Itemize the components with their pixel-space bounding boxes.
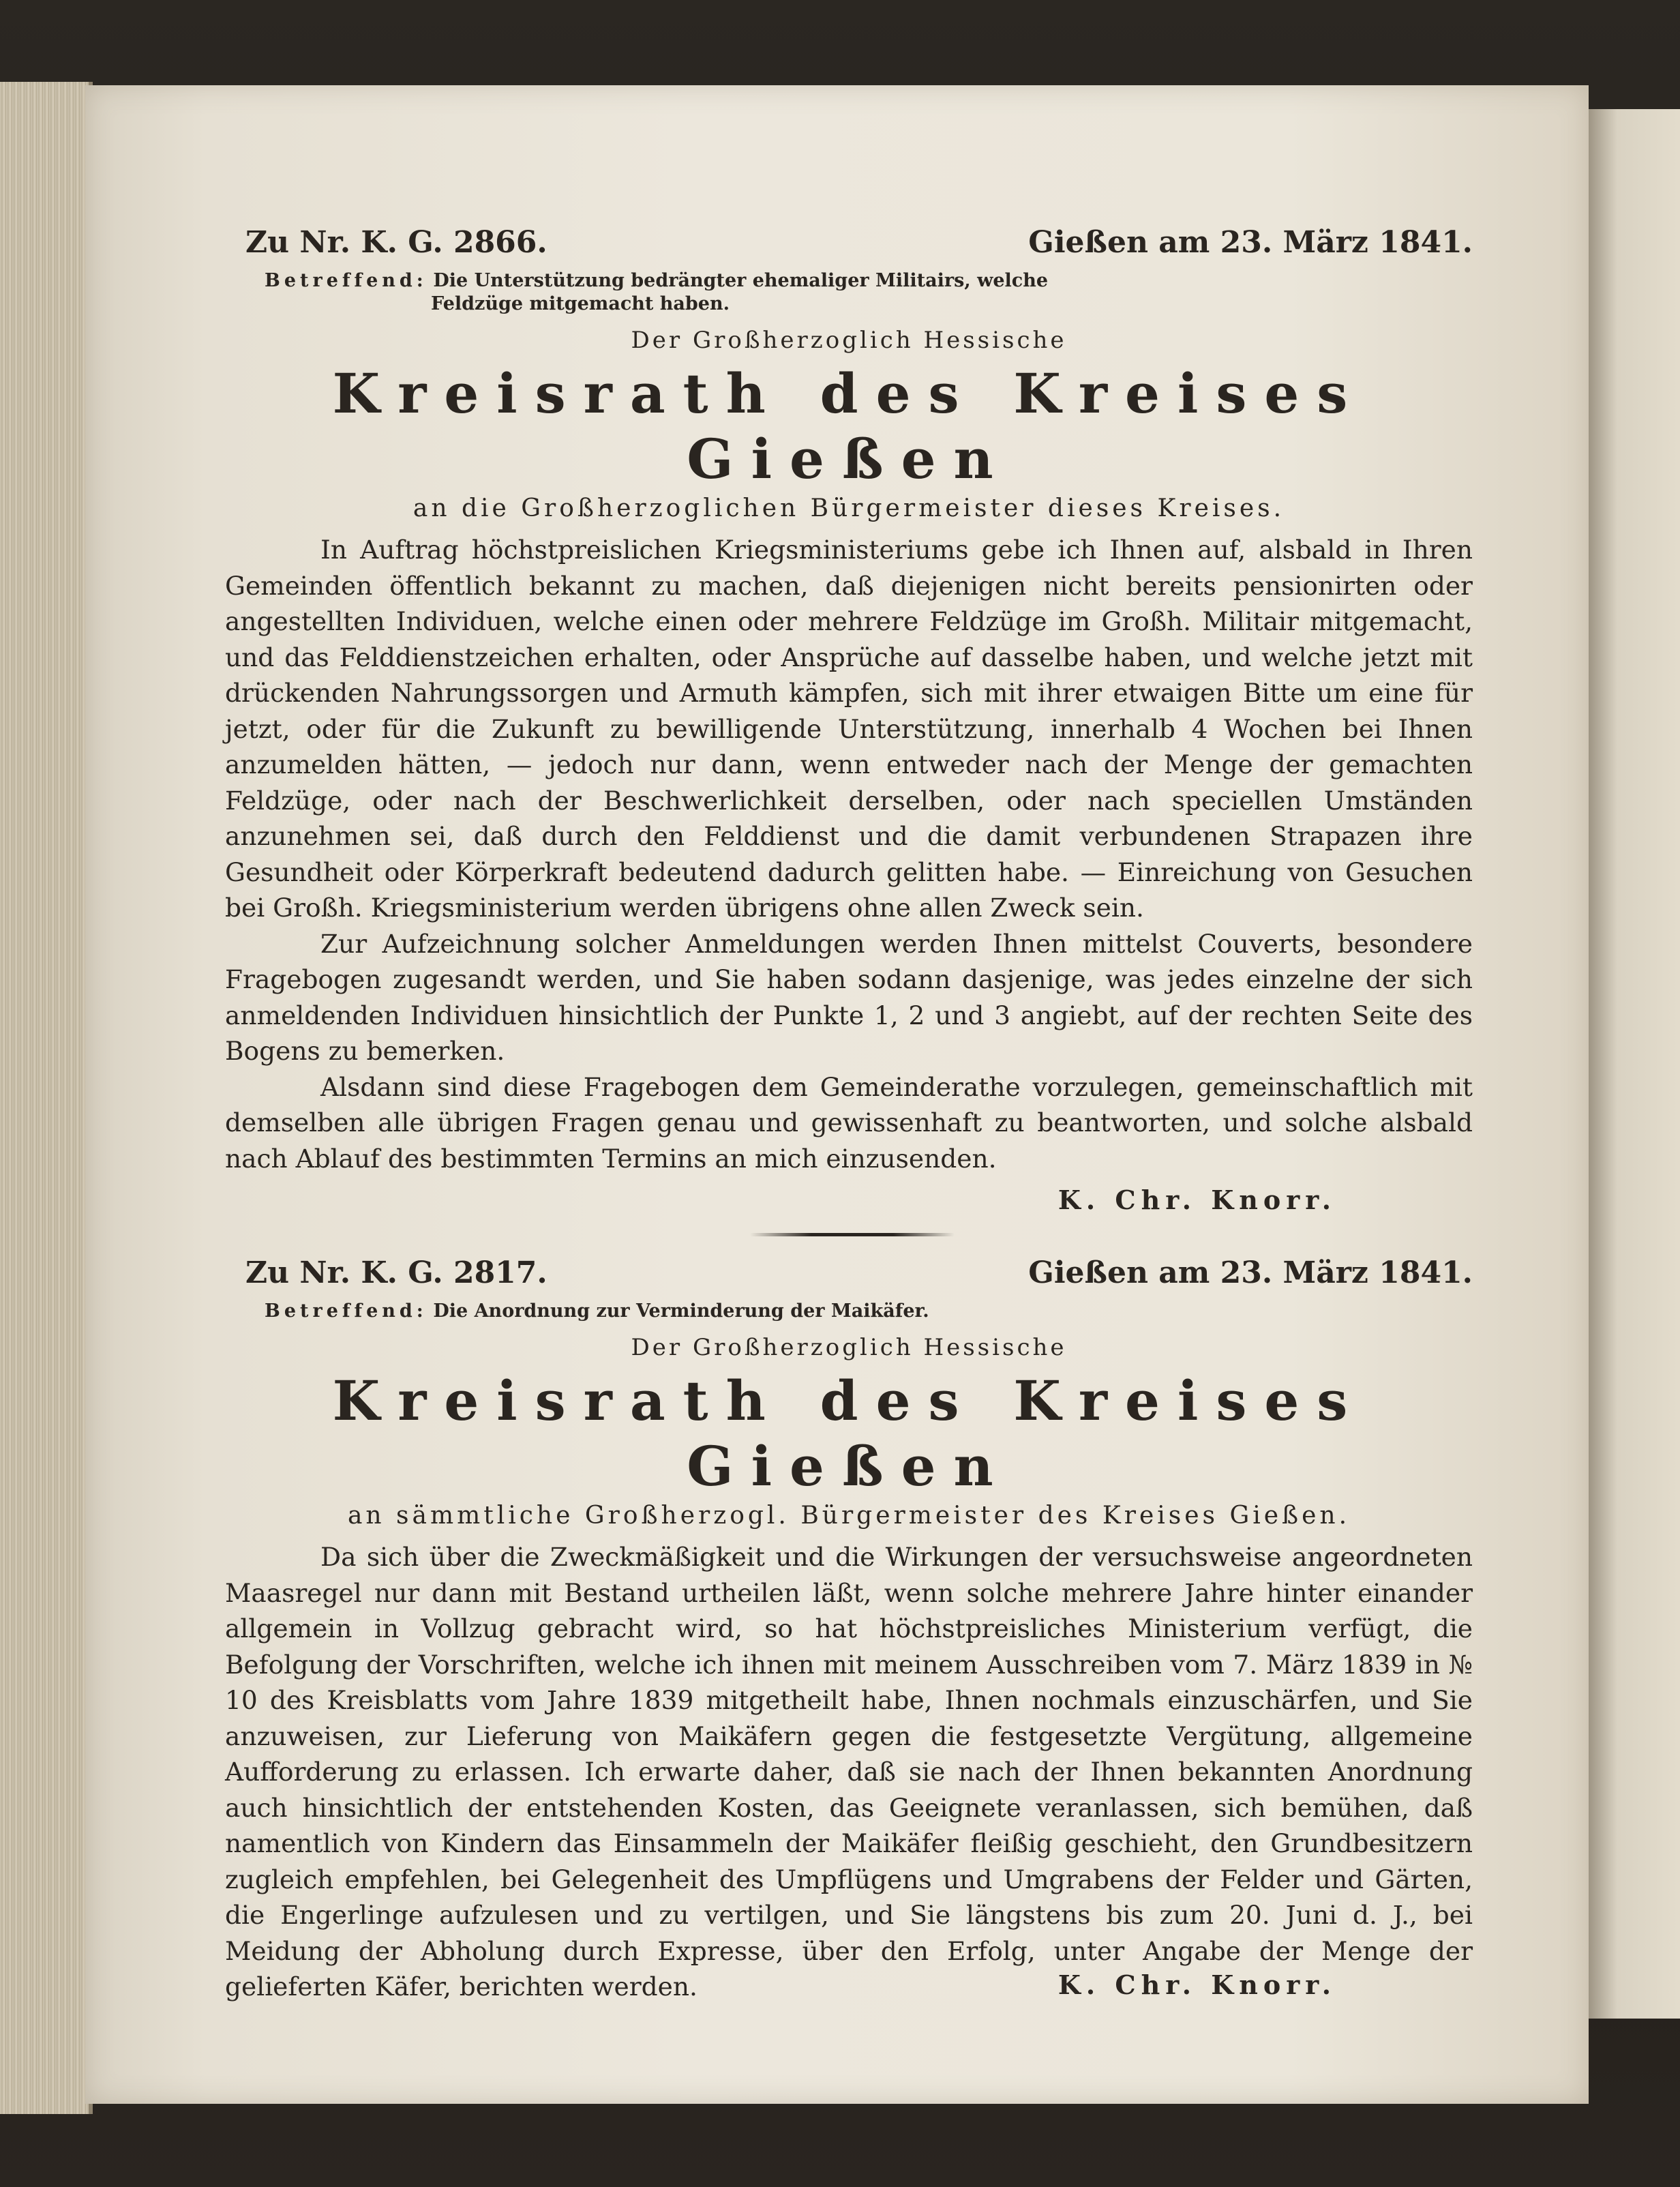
notice-1-header (225, 225, 1473, 260)
page-stack-edge (0, 82, 93, 2114)
sender-line: Der Großherzoglich Hessische (631, 327, 1067, 354)
subject-line (265, 269, 1473, 316)
notice-2-body (225, 1539, 1473, 2005)
notice-1-body (225, 532, 1473, 1176)
signature: K. Chr. Knorr. (1058, 1185, 1336, 1215)
paragraph: Da sich über die Zweckmäßigkeit und die Wirkungen der versuchsweise angeordneten Maasregel nur dann mit Bestand urtheilen läßt, wenn solche mehrere Jahre hinter einander allgemein in Vollzug gebracht wird, so hat höchstpreisliches Ministerium verfügt, die Befolgung der Vorschriften, welche ich ihnen mit meinem Ausschreiben vom 7. März 1839 in № 10 des Kreisblatts vom Jahre 1839 mitgetheilt habe, Ihnen nochmals einzuschärfen, und Sie anzuweisen, zur Lieferung von Maikäfern gegen die festgesetzte Vergütung, allgemeine Aufforderung zu erlassen. Ich erwarte daher, daß sie nach der Ihnen bekannten Anordnung auch hinsichtlich der entstehenden Kosten, das Geeignete veranlassen, sich bemühen, daß namentlich von Kindern das Einsammeln der Maikäfer fleißig geschieht, den Grundbesitzern zugleich empfehlen, bei Gelegenheit des Umpflügens und Umgrabens der Felder und Gärten, die Engerlinge aufzulesen und zu vertilgen, und Sie längstens bis zum 20. Juni d. J., bei Meidung der Abholung durch Expresse, über den Erfolg, unter Angabe der Menge der gelieferten Käfer, berichten werden. (225, 1542, 1473, 2002)
reference-number: Zu Nr. K. G. 2866. (245, 225, 548, 260)
section-divider (750, 1233, 955, 1236)
signature: K. Chr. Knorr. (1058, 1969, 1336, 2000)
paragraph: In Auftrag höchstpreislichen Kriegsministeriums gebe ich Ihnen auf, alsbald in Ihren Gemeinden öffentlich bekannt zu machen, daß diejenigen nicht bereits pensionirten oder angestellten Individuen, welche einen oder mehrere Feldzüge im Großh. Militair mitgemacht, und das Felddienstzeichen erhalten, oder Ansprüche auf dasselbe haben, und welche jetzt mit drückenden Nahrungssorgen und Armuth kämpfen, sich mit ihrer etwaigen Bitte um eine für jetzt, oder für die Zukunft zu bewilligende Unterstützung, innerhalb 4 Wochen bei Ihnen anzumelden hätten, — jedoch nur dann, wenn entweder nach der Menge der gemachten Feldzüge, oder nach der Beschwerlichkeit derselben, oder nach speciellen Umständen anzunehmen sei, daß durch den Felddienst und die damit verbundenen Strapazen ihre Gesundheit oder Körperkraft bedeutend dadurch gelitten habe. — Einreichung von Gesuchen bei Großh. Kriegsministerium werden übrigens ohne allen Zweck sein. (225, 535, 1473, 923)
addressee-line: an sämmtliche Großherzogl. Bürgermeister des Kreises Gießen. (347, 1502, 1351, 1530)
authority-title: Kreisrath des Kreises Gießen (332, 361, 1366, 491)
subject-label: Betreffend: (265, 1300, 427, 1322)
paragraph: Alsdann sind diese Fragebogen dem Gemeinderathe vorzulegen, gemeinschaftlich mit demselben alle übrigen Fragen genau und gewissenhaft zu beantworten, und solche alsbald nach Ablauf des bestimmten Termins an mich einzusenden. (225, 1071, 1473, 1174)
notice-2 (225, 1255, 1473, 2000)
subject-text: Die Unterstützung bedrängter ehemaliger Militairs, welche (433, 270, 1049, 291)
notice-2-header (225, 1255, 1473, 1290)
page-content (225, 225, 1473, 2000)
subject-text-continued: Feldzüge mitgemacht haben. (431, 293, 730, 314)
subject-text: Die Anordnung zur Verminderung der Maikäfer. (433, 1300, 929, 1322)
paragraph: Zur Aufzeichnung solcher Anmeldungen werden Ihnen mittelst Couverts, besondere Fragebogen zugesandt werden, und Sie haben sodann dasjenige, was jedes einzelne der sich anmeldenden Individuen hinsichtlich der Punkte 1, 2 und 3 angiebt, auf der rechten Seite des Bogens zu bemerken. (225, 928, 1473, 1066)
subject-line (265, 1300, 1473, 1323)
date-line: Gießen am 23. März 1841. (1028, 225, 1473, 260)
date-line: Gießen am 23. März 1841. (1028, 1255, 1473, 1290)
sender-line: Der Großherzoglich Hessische (631, 1334, 1067, 1361)
notice-1 (225, 225, 1473, 1215)
reference-number: Zu Nr. K. G. 2817. (245, 1255, 548, 1290)
addressee-line: an die Großherzoglichen Bürgermeister dieses Kreises. (412, 494, 1285, 522)
subject-label: Betreffend: (265, 270, 427, 291)
authority-title: Kreisrath des Kreises Gießen (332, 1369, 1366, 1498)
